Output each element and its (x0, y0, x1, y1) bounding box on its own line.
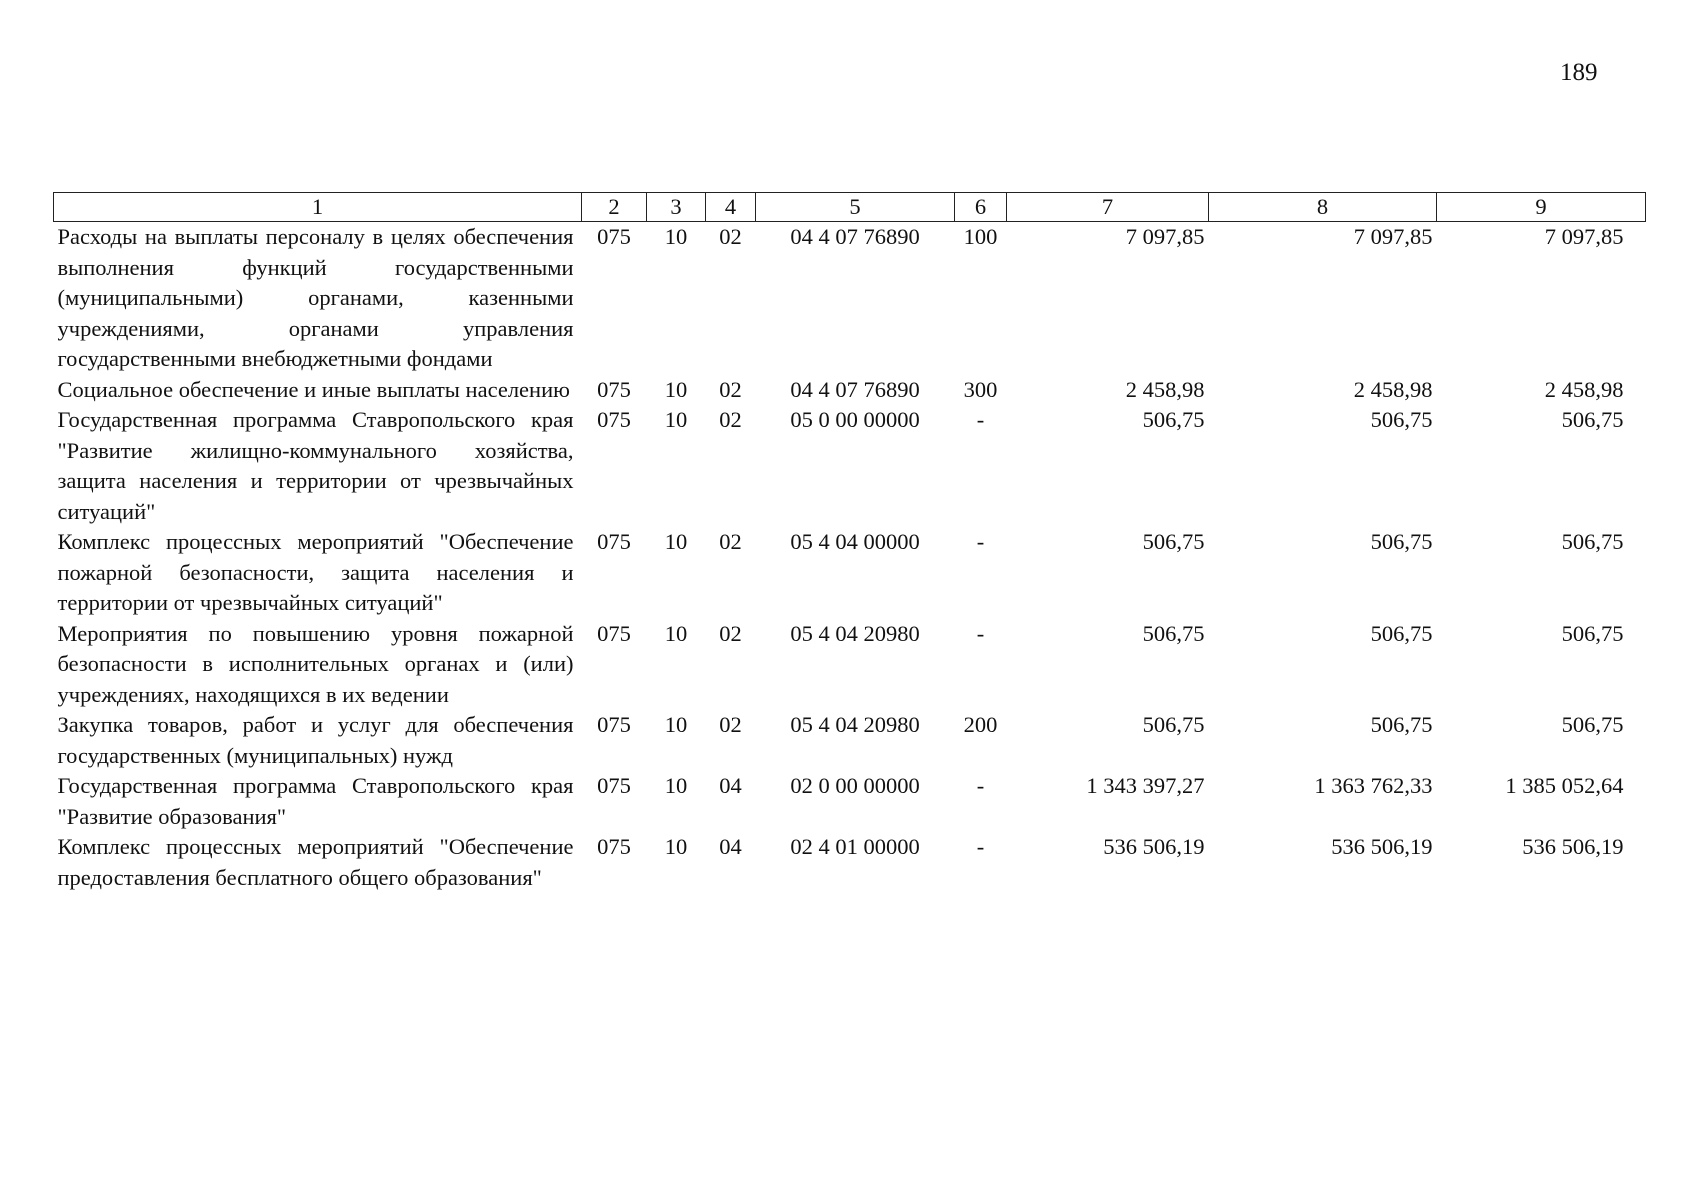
cell-col8: 2 458,98 (1353, 376, 1433, 402)
row-name-cell: Закупка товаров, работ и услуг для обеспечения государственных (муниципальных) нужд (57, 712, 574, 768)
cell-col6: - (976, 407, 985, 432)
cell-col5: 05 4 04 20980 (790, 712, 920, 737)
table-row (54, 405, 1646, 527)
budget-table (53, 192, 1646, 893)
cell-col7: 506,75 (1142, 620, 1205, 646)
cell-col6: 300 (963, 376, 998, 402)
cell-col5: 05 0 00 00000 (790, 407, 920, 432)
column-header: 6 (955, 193, 1007, 222)
cell-col4: 02 (719, 529, 742, 554)
cell-col3: 10 (664, 376, 688, 402)
table-row (54, 771, 1646, 832)
cell-col8: 506,75 (1370, 712, 1433, 737)
cell-col6: 100 (963, 224, 998, 249)
cell-col8: 536 506,19 (1331, 834, 1433, 859)
column-header: 5 (756, 193, 955, 222)
cell-col2: 075 (597, 712, 631, 737)
table-row (54, 222, 1646, 375)
table-row (54, 527, 1646, 619)
cell-col7: 506,75 (1142, 712, 1205, 737)
cell-col3: 10 (664, 224, 688, 249)
cell-col7: 7 097,85 (1125, 224, 1205, 249)
cell-col6: - (976, 773, 985, 798)
cell-col3: 10 (664, 620, 688, 646)
column-header: 2 (582, 193, 647, 222)
column-header: 7 (1007, 193, 1209, 222)
cell-col4: 04 (719, 773, 742, 798)
cell-col8: 7 097,85 (1353, 224, 1433, 249)
cell-col4: 02 (719, 407, 742, 432)
cell-col8: 1 363 762,33 (1314, 773, 1433, 798)
table-row (54, 832, 1646, 893)
cell-col5: 02 4 01 00000 (790, 834, 920, 859)
cell-col2: 075 (597, 224, 631, 249)
column-header: 9 (1437, 193, 1646, 222)
row-name-cell: Мероприятия по повышению уровня пожарной безопасности в исполнительных органах и (или) учреждениях, находящихся в их ведении (57, 620, 574, 707)
row-name-cell: Комплекс процессных мероприятий "Обеспечение пожарной безопасности, защита населения и территории от чрезвычайных ситуаций" (57, 529, 574, 615)
table-body (54, 222, 1646, 894)
cell-col6: 200 (963, 712, 998, 737)
cell-col9: 7 097,85 (1544, 224, 1624, 249)
cell-col6: - (976, 834, 985, 859)
cell-col4: 02 (719, 620, 742, 646)
cell-col3: 10 (664, 529, 688, 554)
cell-col2: 075 (597, 773, 631, 798)
cell-col9: 1 385 052,64 (1505, 773, 1624, 798)
table-header (54, 193, 1646, 222)
column-header: 4 (706, 193, 756, 222)
cell-col4: 02 (719, 224, 742, 249)
cell-col5: 04 4 07 76890 (790, 224, 920, 249)
column-header: 8 (1209, 193, 1437, 222)
cell-col3: 10 (664, 407, 688, 432)
cell-col5: 02 0 00 00000 (790, 773, 920, 798)
cell-col8: 506,75 (1370, 407, 1433, 432)
cell-col2: 075 (597, 407, 631, 432)
cell-col8: 506,75 (1370, 529, 1433, 554)
header-row (54, 193, 1646, 222)
page-number: 189 (1560, 59, 1598, 86)
cell-col9: 536 506,19 (1522, 834, 1624, 859)
row-name-cell: Комплекс процессных мероприятий "Обеспечение предоставления бесплатного общего образования" (57, 834, 574, 890)
cell-col2: 075 (597, 834, 631, 859)
cell-col4: 02 (719, 376, 742, 402)
cell-col7: 2 458,98 (1125, 376, 1205, 402)
cell-col9: 506,75 (1561, 712, 1624, 737)
row-name-cell: Расходы на выплаты персоналу в целях обеспечения выполнения функций государственными (муниципальными) органами, казенными учреждениями, органами управления государственными внебюджетными фондами (57, 224, 574, 371)
cell-col4: 02 (719, 712, 742, 737)
cell-col2: 075 (597, 620, 631, 646)
cell-col3: 10 (664, 834, 688, 859)
column-header: 1 (54, 193, 582, 222)
cell-col2: 075 (597, 376, 631, 402)
cell-col6: - (976, 529, 985, 554)
cell-col7: 1 343 397,27 (1086, 773, 1205, 798)
cell-col9: 506,75 (1561, 529, 1624, 554)
cell-col2: 075 (597, 529, 631, 554)
row-name-cell: Социальное обеспечение и иные выплаты населению (57, 376, 570, 402)
table-row (54, 619, 1646, 711)
cell-col5: 05 4 04 20980 (790, 620, 920, 646)
cell-col3: 10 (664, 773, 688, 798)
cell-col7: 506,75 (1142, 529, 1205, 554)
cell-col5: 05 4 04 00000 (790, 529, 920, 554)
cell-col5: 04 4 07 76890 (790, 376, 920, 402)
cell-col7: 536 506,19 (1103, 834, 1205, 859)
table-row (54, 375, 1646, 406)
column-header: 3 (647, 193, 706, 222)
cell-col9: 506,75 (1561, 407, 1624, 432)
cell-col4: 04 (719, 834, 742, 859)
cell-col8: 506,75 (1370, 620, 1433, 646)
cell-col3: 10 (664, 712, 688, 737)
cell-col7: 506,75 (1142, 407, 1205, 432)
row-name-cell: Государственная программа Ставропольского края "Развитие жилищно-коммунального хозяйства, защита населения и территории от чрезвычайных ситуаций" (57, 407, 574, 524)
cell-col9: 2 458,98 (1544, 376, 1624, 402)
row-name-cell: Государственная программа Ставропольского края "Развитие образования" (57, 773, 574, 829)
table-row (54, 710, 1646, 771)
cell-col6: - (976, 620, 985, 646)
cell-col9: 506,75 (1561, 620, 1624, 646)
